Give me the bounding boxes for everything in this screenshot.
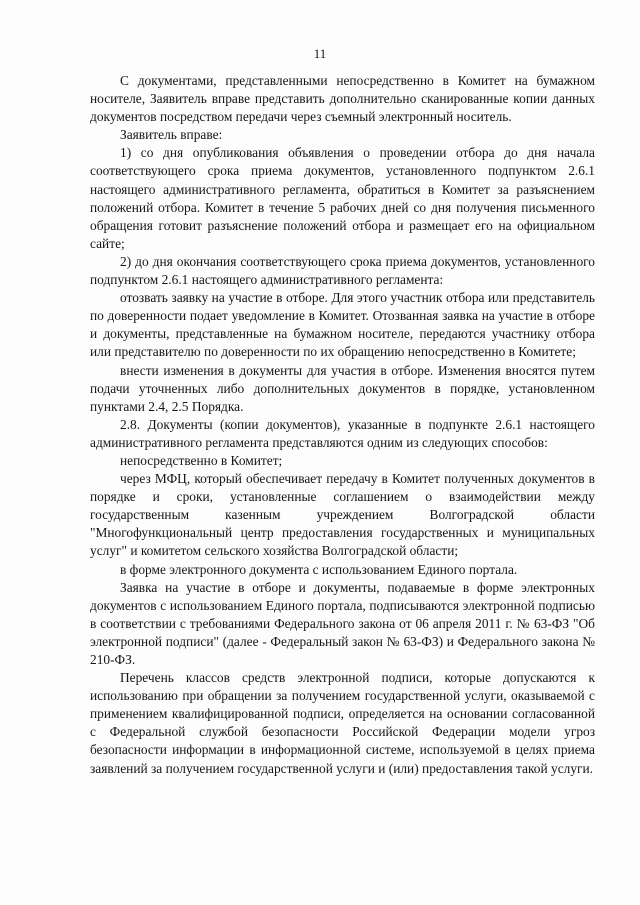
paragraph-right-2: 2) до дня окончания соответствующего срока приема документов, установленного подпунктом 2.6.1 настоящего административного регламента: <box>90 253 595 288</box>
paragraph-right-1: 1) со дня опубликования объявления о проведении отбора до дня начала соответствующего срока приема документов, установленного подпунктом 2.6.1 настоящего административного регламента, обратиться в Комитет за разъяснением положений отбора. Комитет в течение 5 рабочих дней со дня получения письменного обращения готовит разъяснение положений отбора и размещает его на официальном сайте; <box>90 145 595 251</box>
paragraph-electronic-signature: Заявка на участие в отборе и документы, подаваемые в форме электронных документов с использованием Единого портала, подписываются электронной подписью в соответствии с требованиями Федерального закона от 06 апреля 2011 г. № 63-ФЗ "Об электронной подписи" (далее - Федеральный закон № 63-ФЗ) и Федерального закона № 210-ФЗ. <box>90 579 595 667</box>
page-number: 11 <box>313 46 327 61</box>
paragraph-scanned-copies: С документами, представленными непосредственно в Комитет на бумажном носителе, Заявитель вправе представить дополнительно сканированные копии данных документов посредством передачи через съемный электронный носитель. <box>90 73 595 125</box>
paragraph-section-2-8: 2.8. Документы (копии документов), указанные в подпункте 2.6.1 настоящего административного регламента представляются одним из следующих способов: <box>90 416 595 450</box>
paragraph-withdraw-application: отозвать заявку на участие в отборе. Для этого участник отбора или представитель по доверенности подает уведомление в Комитет. Отозванная заявка на участие в отборе и документы, представленные на бумажном носителе, передаются участнику отбора или представителю по доверенности по их обращению непосредственно в Комитете; <box>90 290 595 360</box>
paragraph-method-electronic: в форме электронного документа с использованием Единого портала. <box>120 561 518 577</box>
paragraph-applicant-rights: Заявитель вправе: <box>120 127 223 143</box>
paragraph-method-mfc: через МФЦ, который обеспечивает передачу в Комитет полученных документов в порядке и сроки, установленные соглашением о взаимодействии между государственным казенным учреждением Волгоградской области "Многофункциональный центр предоставления государственных и муниципальных услуг" и комитетом сельского хозяйства Волгоградской области; <box>90 471 595 559</box>
paragraph-amend-documents: внести изменения в документы для участия в отборе. Изменения вносятся путем подачи уточненных либо дополнительных документов в порядке, установленном пунктами 2.4, 2.5 Порядка. <box>90 362 595 414</box>
paragraph-signature-classes: Перечень классов средств электронной подписи, которые допускаются к использованию при обращении за получением государственной услуги, оказываемой с применением квалифицированной подписи, определяется на основании согласованной с Федеральной службой безопасности Российской Федерации модели угроз безопасности информации в информационной системе, используемой в целях приема заявлений за получением государственной услуги и (или) предоставления такой услуги. <box>90 670 595 776</box>
document-body <box>90 72 595 778</box>
paragraph-method-direct: непосредственно в Комитет; <box>120 452 283 468</box>
